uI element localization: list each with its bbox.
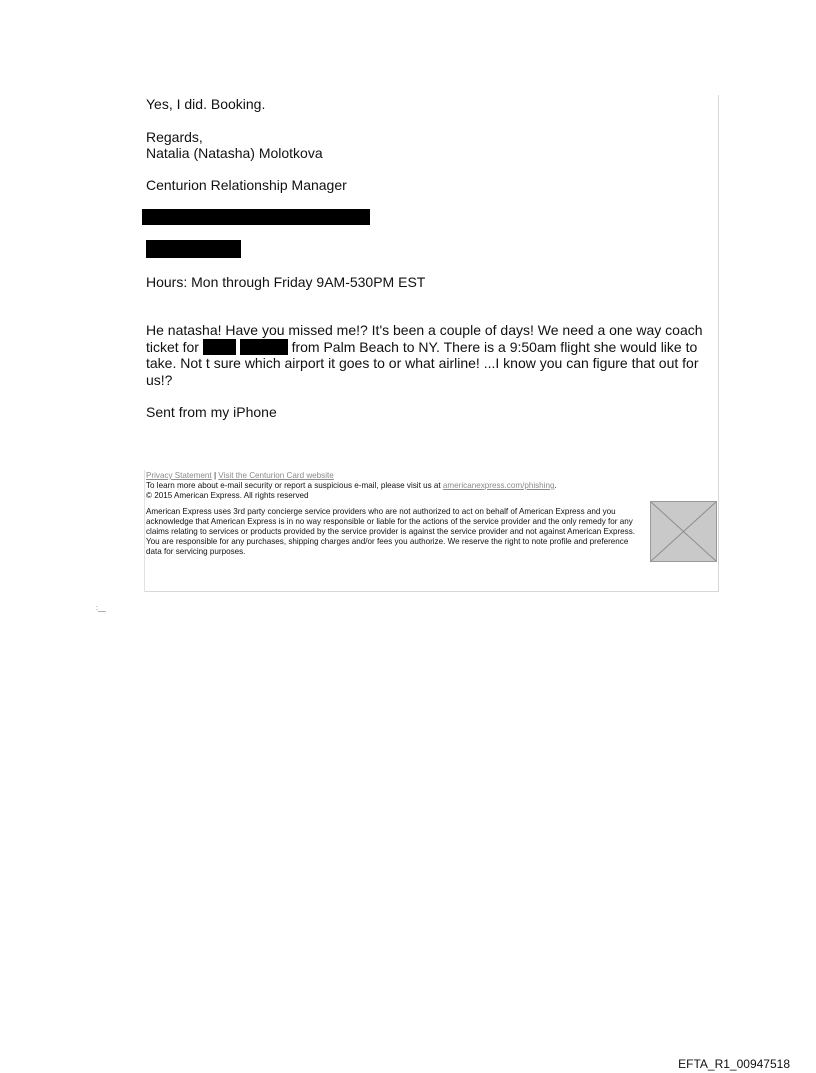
security-notice-end: . (554, 481, 557, 490)
redaction-block (142, 209, 370, 225)
email-footer (146, 471, 557, 501)
message-line (146, 339, 712, 356)
message-line: take. Not t sure which airport it goes to or what airline! ...I know you can figure that out for (146, 355, 699, 371)
redaction-block (146, 240, 241, 258)
iphone-signature: Sent from my iPhone (146, 404, 277, 420)
sender-title: Centurion Relationship Manager (146, 177, 347, 193)
stray-mark: :__ (96, 605, 106, 612)
footer-divider (144, 470, 145, 592)
reply-line: Yes, I did. Booking. (146, 96, 266, 112)
redaction-block (240, 339, 288, 355)
hours-text: Hours: Mon through Friday 9AM-530PM EST (146, 274, 426, 290)
redaction-block (203, 339, 236, 355)
centurion-website-link[interactable]: Visit the Centurion Card website (218, 471, 334, 480)
broken-image-icon (650, 501, 717, 562)
security-notice: To learn more about e-mail security or report a suspicious e-mail, please visit us at (146, 481, 441, 490)
bates-number: EFTA_R1_00947518 (678, 1057, 790, 1071)
copyright-text: © 2015 American Express. All rights reserved (146, 491, 309, 500)
phishing-link[interactable]: americanexpress.com/phishing (442, 481, 555, 490)
regards-text: Regards, (146, 129, 203, 145)
privacy-statement-link[interactable]: Privacy Statement (146, 471, 212, 480)
message-text: from Palm Beach to NY. There is a 9:50am flight she would like to (291, 338, 698, 355)
message-line: us!? (146, 371, 173, 388)
message-text: ticket for (146, 338, 199, 355)
legal-disclaimer: American Express uses 3rd party concierge service providers who are not authorized to act on behalf of American Express and you acknowledge that American Express is in no way responsible or liable for the actions of the service provider and the only remedy for any claims relating to services or products provided by the service provider is against the service provider and not against American Express. You are responsible for any purchases, shipping charges and/or fees you authorize. We reserve the right to note profile and preference data for servicing purposes. (146, 507, 636, 556)
sender-name: Natalia (Natasha) Molotkova (146, 145, 323, 161)
original-message (146, 322, 712, 388)
footer-separator: | (213, 471, 217, 480)
message-line: He natasha! Have you missed me!? It's been a couple of days! We need a one way coach (146, 322, 703, 338)
